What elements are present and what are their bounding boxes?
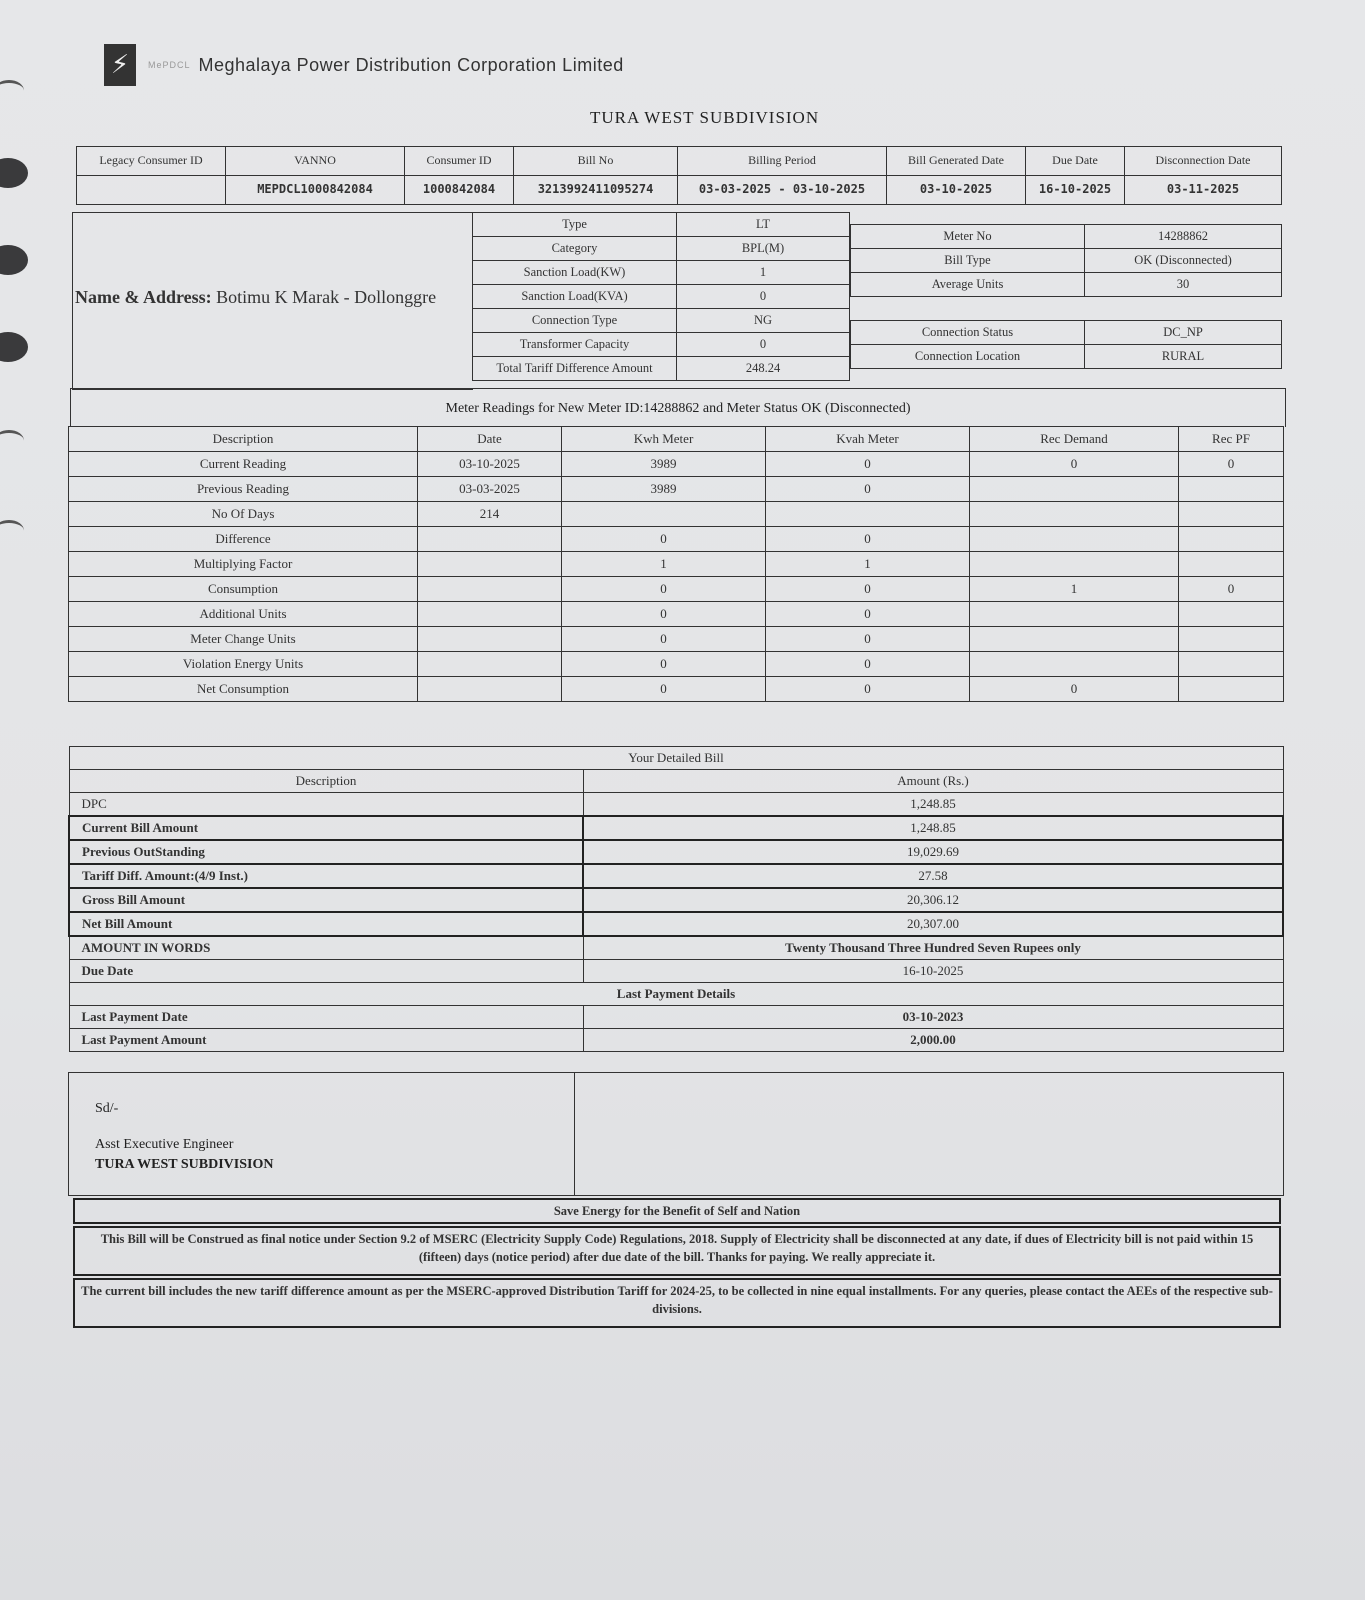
meter-cell — [1179, 527, 1284, 552]
detailed-bill-table — [68, 746, 1284, 1052]
meter-header: Rec PF — [1179, 427, 1284, 452]
punch-hole — [0, 332, 28, 362]
meter-cell: 0 — [562, 677, 766, 702]
signatory-designation: Asst Executive Engineer — [95, 1137, 234, 1152]
logo-text: MePDCL — [148, 60, 191, 70]
detail-row — [851, 321, 1282, 345]
meter-cell: Violation Energy Units — [69, 652, 418, 677]
meter-cell: 03-03-2025 — [418, 477, 562, 502]
meter-cell — [418, 602, 562, 627]
bill-label: Current Bill Amount — [69, 816, 583, 840]
meter-header: Kvah Meter — [766, 427, 970, 452]
meter-header: Kwh Meter — [562, 427, 766, 452]
detail-value: DC_NP — [1085, 321, 1282, 345]
meter-cell: Previous Reading — [69, 477, 418, 502]
bill-row — [69, 793, 1283, 817]
header-cell: Consumer ID — [405, 147, 514, 176]
detail-row — [473, 261, 850, 285]
value-cell: 16-10-2025 — [1026, 176, 1125, 205]
meter-row — [69, 627, 1284, 652]
meter-readings-table — [68, 426, 1284, 702]
bill-row — [69, 888, 1283, 912]
spacer-cell — [851, 297, 1085, 321]
bill-title-row — [69, 747, 1283, 770]
bill-header: Amount (Rs.) — [583, 770, 1283, 793]
meter-cell — [418, 677, 562, 702]
detail-label: Bill Type — [851, 249, 1085, 273]
meter-row — [69, 602, 1284, 627]
company-name: Meghalaya Power Distribution Corporation Limited — [198, 54, 624, 75]
meter-cell: Current Reading — [69, 452, 418, 477]
detail-value: 1 — [677, 261, 850, 285]
detail-value: 248.24 — [677, 357, 850, 381]
meter-cell — [418, 652, 562, 677]
meter-cell: 0 — [766, 652, 970, 677]
detail-value: 0 — [677, 285, 850, 309]
detail-value: LT — [677, 213, 850, 237]
punch-hole — [0, 245, 28, 275]
meter-cell: 0 — [562, 652, 766, 677]
header-cell: Bill No — [514, 147, 678, 176]
meter-header: Description — [69, 427, 418, 452]
bill-header-row — [77, 147, 1282, 176]
bill-amount: 27.58 — [583, 864, 1283, 888]
company-logo-icon: ⚡ — [104, 44, 136, 86]
bill-values-row — [77, 176, 1282, 205]
bill-label: DPC — [69, 793, 583, 817]
meter-cell: 0 — [562, 627, 766, 652]
bill-row — [69, 912, 1283, 936]
signature-cell — [69, 1073, 575, 1195]
meter-cell — [418, 552, 562, 577]
last-payment-value: 2,000.00 — [583, 1029, 1283, 1052]
meter-cell — [418, 527, 562, 552]
meter-readings-title: Meter Readings for New Meter ID:14288862 and Meter Status OK (Disconnected) — [70, 388, 1286, 427]
header-cell: Disconnection Date — [1125, 147, 1282, 176]
detailed-bill-title: Your Detailed Bill — [69, 747, 1283, 770]
detail-value: 0 — [677, 333, 850, 357]
meter-row — [69, 477, 1284, 502]
bill-header-row — [69, 770, 1283, 793]
meter-cell — [1179, 627, 1284, 652]
bill-row — [69, 816, 1283, 840]
meter-row — [69, 577, 1284, 602]
last-payment-label: Last Payment Amount — [69, 1029, 583, 1052]
detail-label: Connection Location — [851, 345, 1085, 369]
header-cell: Billing Period — [678, 147, 887, 176]
bill-label: Tariff Diff. Amount:(4/9 Inst.) — [69, 864, 583, 888]
detail-value: OK (Disconnected) — [1085, 249, 1282, 273]
bill-row — [69, 864, 1283, 888]
meter-cell — [970, 627, 1179, 652]
bill-header-table — [76, 146, 1282, 205]
final-notice: This Bill will be Construed as final notice under Section 9.2 of MSERC (Electricity Supply Code) Regulations, 2018. Supply of Electricity shall be disconnected at any date, if dues of Electricity bill is not paid within 15 (fifteen) days (notice period) after due date of the bill. Thanks for paying. We really appreciate it. — [73, 1226, 1281, 1276]
detail-label: Transformer Capacity — [473, 333, 677, 357]
bill-amount: 20,306.12 — [583, 888, 1283, 912]
header-cell: Due Date — [1026, 147, 1125, 176]
bill-row — [69, 960, 1283, 983]
value-cell: 1000842084 — [405, 176, 514, 205]
meter-row — [69, 502, 1284, 527]
detail-value: RURAL — [1085, 345, 1282, 369]
detail-row — [473, 309, 850, 333]
meter-cell — [1179, 502, 1284, 527]
last-payment-row — [69, 1006, 1283, 1029]
meter-cell: 0 — [562, 602, 766, 627]
meter-cell — [1179, 602, 1284, 627]
header-cell: Legacy Consumer ID — [77, 147, 226, 176]
signature-block — [68, 1072, 1284, 1196]
detail-row — [473, 333, 850, 357]
consumer-name-address — [75, 287, 436, 308]
detail-row — [473, 285, 850, 309]
bill-label: Gross Bill Amount — [69, 888, 583, 912]
signatory-office: TURA WEST SUBDIVISION — [95, 1157, 274, 1172]
detail-label: Meter No — [851, 225, 1085, 249]
meter-cell — [562, 502, 766, 527]
detail-label: Category — [473, 237, 677, 261]
meter-cell: Additional Units — [69, 602, 418, 627]
connection-details-left — [472, 212, 850, 381]
bill-label: Previous OutStanding — [69, 840, 583, 864]
meter-header: Rec Demand — [970, 427, 1179, 452]
bill-label: Net Bill Amount — [69, 912, 583, 936]
detail-row — [473, 213, 850, 237]
punch-hole — [0, 430, 24, 451]
meter-cell — [1179, 552, 1284, 577]
value-cell — [77, 176, 226, 205]
meter-cell: 0 — [766, 602, 970, 627]
bill-amount: 1,248.85 — [583, 793, 1283, 817]
amount-in-words: Twenty Thousand Three Hundred Seven Rupees only — [583, 936, 1283, 960]
meter-cell: Difference — [69, 527, 418, 552]
last-payment-label: Last Payment Date — [69, 1006, 583, 1029]
meter-cell: 0 — [1179, 452, 1284, 477]
meter-cell: Multiplying Factor — [69, 552, 418, 577]
meter-cell: 1 — [562, 552, 766, 577]
meter-row — [69, 652, 1284, 677]
punch-hole — [0, 520, 24, 541]
detail-label: Type — [473, 213, 677, 237]
value-cell: MEPDCL1000842084 — [226, 176, 405, 205]
meter-cell — [970, 652, 1179, 677]
sd-text: Sd/- — [95, 1101, 119, 1116]
meter-cell: 0 — [766, 527, 970, 552]
detail-label: Sanction Load(KVA) — [473, 285, 677, 309]
meter-cell — [970, 602, 1179, 627]
header-cell: Bill Generated Date — [887, 147, 1026, 176]
detail-value: 14288862 — [1085, 225, 1282, 249]
value-cell: 3213992411095274 — [514, 176, 678, 205]
bill-amount: 19,029.69 — [583, 840, 1283, 864]
bill-amount: 16-10-2025 — [583, 960, 1283, 983]
meter-cell — [970, 477, 1179, 502]
name-value: Botimu K Marak - Dollonggre — [216, 287, 437, 307]
meter-cell: No Of Days — [69, 502, 418, 527]
detail-label: Average Units — [851, 273, 1085, 297]
meter-cell: 0 — [766, 627, 970, 652]
meter-cell: 03-10-2025 — [418, 452, 562, 477]
meter-cell: Net Consumption — [69, 677, 418, 702]
meter-cell: 3989 — [562, 452, 766, 477]
meter-row — [69, 527, 1284, 552]
bill-label: Due Date — [69, 960, 583, 983]
meter-cell: 3989 — [562, 477, 766, 502]
letterhead — [104, 44, 624, 86]
bill-row — [69, 840, 1283, 864]
punch-hole — [0, 80, 24, 101]
meter-row — [69, 677, 1284, 702]
meter-cell: 1 — [970, 577, 1179, 602]
meter-cell: 214 — [418, 502, 562, 527]
detail-row — [851, 345, 1282, 369]
detail-row — [851, 225, 1282, 249]
meter-row — [69, 552, 1284, 577]
detail-label: Connection Status — [851, 321, 1085, 345]
bill-row — [69, 936, 1283, 960]
meter-cell: 0 — [766, 677, 970, 702]
consumer-name-box — [72, 212, 473, 390]
value-cell: 03-03-2025 - 03-10-2025 — [678, 176, 887, 205]
meter-cell — [970, 552, 1179, 577]
bill-amount: 1,248.85 — [583, 816, 1283, 840]
header-cell: VANNO — [226, 147, 405, 176]
detail-row — [473, 357, 850, 381]
detail-label: Connection Type — [473, 309, 677, 333]
detail-row — [851, 273, 1282, 297]
detail-value: BPL(M) — [677, 237, 850, 261]
slogan-box: Save Energy for the Benefit of Self and Nation — [73, 1198, 1281, 1224]
spacer-cell — [1085, 297, 1282, 321]
bill-header: Description — [69, 770, 583, 793]
meter-cell: Consumption — [69, 577, 418, 602]
last-payment-row — [69, 1029, 1283, 1052]
value-cell: 03-10-2025 — [887, 176, 1026, 205]
detail-label: Sanction Load(KW) — [473, 261, 677, 285]
last-payment-value: 03-10-2023 — [583, 1006, 1283, 1029]
meter-cell: 1 — [766, 552, 970, 577]
meter-cell: 0 — [562, 527, 766, 552]
subdivision-title: TURA WEST SUBDIVISION — [590, 108, 820, 127]
meter-cell — [418, 627, 562, 652]
meter-cell: 0 — [1179, 577, 1284, 602]
meter-cell: 0 — [766, 577, 970, 602]
meter-cell — [1179, 652, 1284, 677]
meter-cell: 0 — [562, 577, 766, 602]
meter-cell: 0 — [970, 677, 1179, 702]
detail-spacer-row — [851, 297, 1282, 321]
detail-value: NG — [677, 309, 850, 333]
bill-amount: 20,307.00 — [583, 912, 1283, 936]
detail-label: Total Tariff Difference Amount — [473, 357, 677, 381]
last-payment-title-row — [69, 983, 1283, 1006]
detail-row — [851, 249, 1282, 273]
punch-hole — [0, 158, 28, 188]
detail-row — [473, 237, 850, 261]
value-cell: 03-11-2025 — [1125, 176, 1282, 205]
last-payment-title: Last Payment Details — [69, 983, 1283, 1006]
bill-label: AMOUNT IN WORDS — [69, 936, 583, 960]
meter-header: Date — [418, 427, 562, 452]
meter-header-row — [69, 427, 1284, 452]
name-label: Name & Address: — [75, 287, 212, 307]
meter-cell: 0 — [766, 452, 970, 477]
tariff-notice: The current bill includes the new tariff difference amount as per the MSERC-approved Distribution Tariff for 2024-25, to be collected in nine equal installments. For any queries, please contact the AEEs of the respective sub-divisions. — [73, 1278, 1281, 1328]
meter-cell: 0 — [766, 477, 970, 502]
meter-cell — [1179, 477, 1284, 502]
detail-value: 30 — [1085, 273, 1282, 297]
meter-cell: Meter Change Units — [69, 627, 418, 652]
meter-cell — [418, 577, 562, 602]
meter-cell — [970, 527, 1179, 552]
meter-cell — [766, 502, 970, 527]
meter-cell: 0 — [970, 452, 1179, 477]
meter-cell — [970, 502, 1179, 527]
meter-cell — [1179, 677, 1284, 702]
meter-row — [69, 452, 1284, 477]
connection-details-right — [850, 224, 1282, 369]
